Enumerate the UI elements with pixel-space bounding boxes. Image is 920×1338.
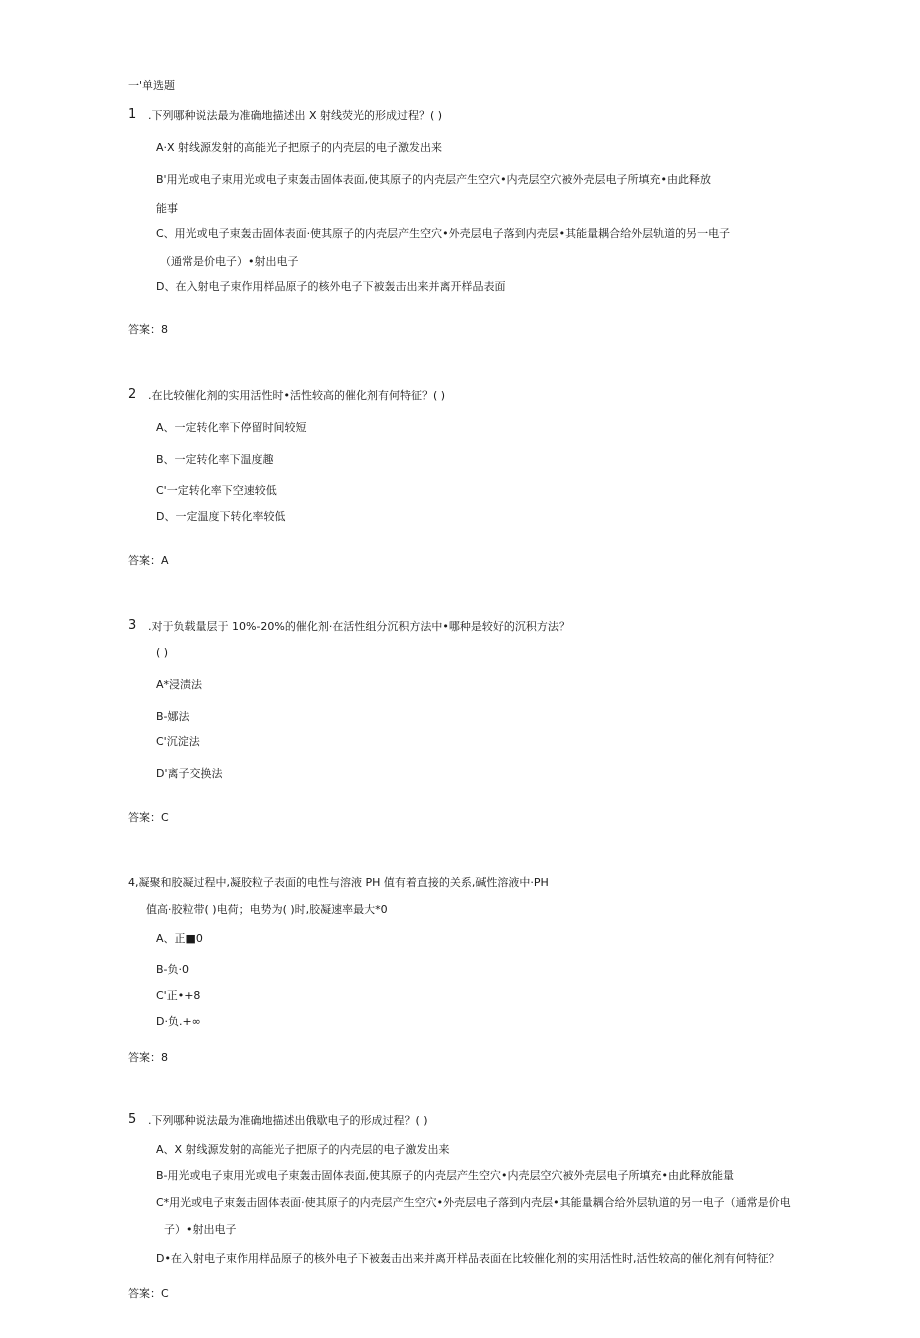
option: C'沉淀法 [156, 735, 200, 748]
section-title: 一'单选题 [128, 79, 176, 92]
option: A、X 射线源发射的高能光子把原子的内壳层的电子激发出来 [156, 1143, 450, 1156]
option: D•在入射电子束作用样品原子的核外电子下被轰击出来并离开样品表面在比较催化剂的实用活性时,活性较高的催化剂有何特征？ [156, 1252, 780, 1265]
option: D·负.+∞ [156, 1015, 201, 1028]
question-stem: 4,凝聚和胶凝过程中,凝胶粒子表面的电性与溶液 PH 值有着直接的关系,碱性溶液中·PH [128, 876, 549, 889]
option: B-用光或电子束用光或电子束轰击固体表面,使其原子的内壳层产生空穴•内壳层空穴被外壳层电子所填充•由此释放能量 [156, 1169, 734, 1182]
option-continuation: （通常是价电子）•射出电子 [160, 255, 299, 268]
option: C*用光或电子束轰击固体表面·使其原子的内壳层产生空穴•外壳层电子落到内壳层•其能量耦合给外层轨道的另一电子（通常是价电 [156, 1196, 791, 1209]
option: D'离子交换法 [156, 767, 223, 780]
answer: 答案：C [128, 811, 169, 824]
question-stem-continuation: 值高·胶粒带( )电荷；电势为( )时,胶凝速率最大*0 [146, 903, 388, 916]
option: C、用光或电子束轰击固体表面·使其原子的内壳层产生空穴•外壳层电子落到内壳层•其能量耦合给外层轨道的另一电子 [156, 227, 731, 240]
option: D、在入射电子束作用样品原子的核外电子下被轰击出来并离开样品表面 [156, 280, 506, 293]
option-continuation: 子）•射出电子 [164, 1223, 237, 1236]
question-number: 3 [128, 618, 137, 633]
question-stem: .下列哪种说法最为准确地描述出俄歇电子的形成过程？( ) [148, 1114, 428, 1127]
answer: 答案：C [128, 1287, 169, 1300]
question-number: 2 [128, 387, 137, 402]
option-continuation: 能事 [156, 202, 178, 215]
question-stem: .在比较催化剂的实用活性时•活性较高的催化剂有何特征？( ) [148, 389, 446, 402]
option: B、一定转化率下温度趣 [156, 453, 274, 466]
question-number: 5 [128, 1112, 137, 1127]
option: D、一定温度下转化率较低 [156, 510, 286, 523]
question-stem: .下列哪种说法最为准确地描述出 X 射线荧光的形成过程？( ) [148, 109, 443, 122]
option: B'用光或电子束用光或电子束轰击固体表面,使其原子的内壳层产生空穴•内壳层空穴被外壳层电子所填充•由此释放 [156, 173, 712, 186]
option: C'一定转化率下空速较低 [156, 484, 277, 497]
option: B-娜法 [156, 710, 190, 723]
answer: 答案：A [128, 554, 169, 567]
option: A·X 射线源发射的高能光子把原子的内壳层的电子激发出来 [156, 141, 443, 154]
option: A、一定转化率下停留时间较短 [156, 421, 307, 434]
option: A*浸渍法 [156, 678, 203, 691]
answer: 答案：8 [128, 1051, 168, 1064]
question-number: 1 [128, 107, 137, 122]
option: A、正■0 [156, 932, 203, 945]
option: B-负·0 [156, 963, 190, 976]
question-stem: .对于负载量层于 10%-20%的催化剂·在活性组分沉积方法中•哪种是较好的沉积方法？ [148, 620, 570, 633]
option: C'正•+8 [156, 989, 201, 1002]
question-stem-continuation: ( ) [156, 646, 169, 659]
answer: 答案：8 [128, 323, 168, 336]
